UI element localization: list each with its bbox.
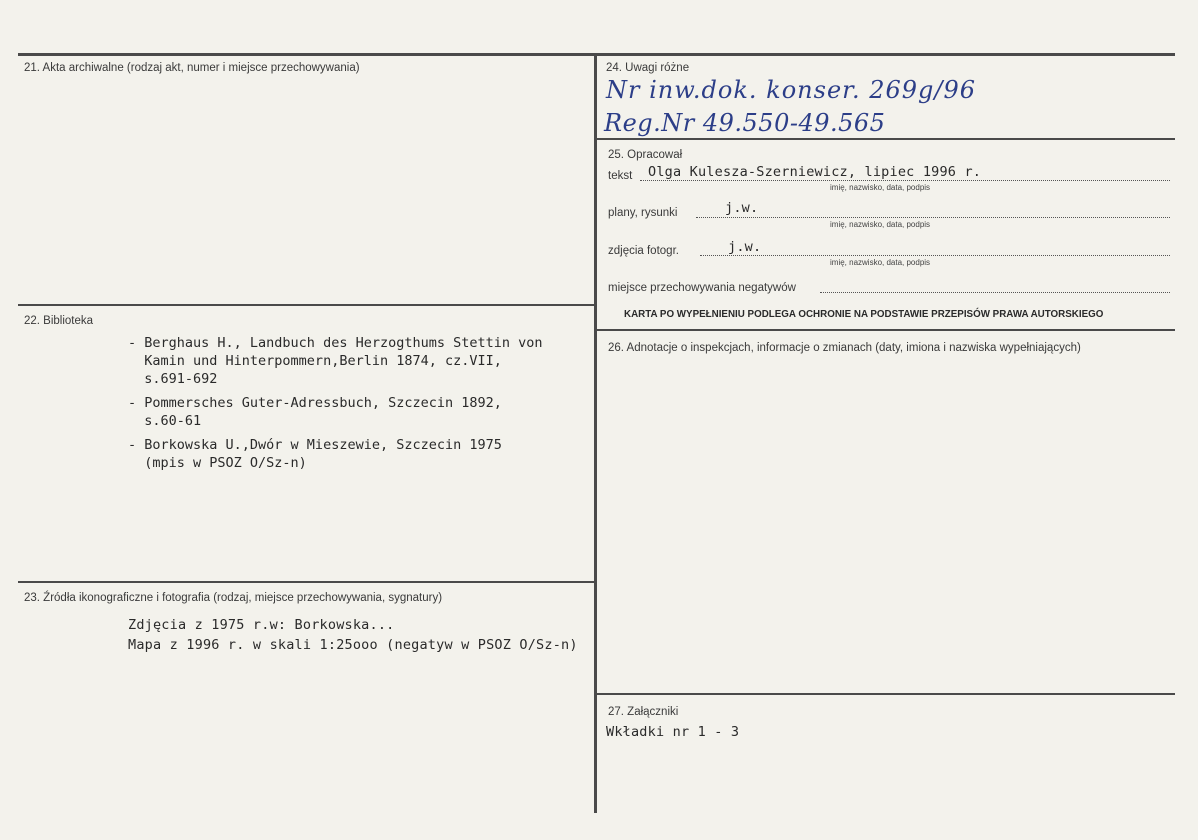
copyright-notice: KARTA PO WYPEŁNIENIU PODLEGA OCHRONIE NA PODSTAWIE PRZEPISÓW PRAWA AUTORSKIEGO: [624, 309, 1104, 320]
section-21-label: 21. Akta archiwalne (rodzaj akt, numer i miejsce przechowywania): [24, 62, 360, 74]
negatywy-label: miejsce przechowywania negatywów: [608, 282, 796, 294]
divider-25-26: [596, 329, 1175, 331]
iconography-line-2: Mapa z 1996 r. w skali 1:25ooo (negatyw w PSOZ O/Sz-n): [128, 637, 578, 653]
iconography-line-1: Zdjęcia z 1975 r.w: Borkowska...: [128, 617, 395, 633]
zdjecia-caption: imię, nazwisko, data, podpis: [830, 258, 931, 267]
section-25-label: 25. Opracował: [608, 149, 683, 161]
section-26-label: 26. Adnotacje o inspekcjach, informacje o zmianach (daty, imiona i nazwiska wypełniających): [608, 342, 1081, 354]
tekst-dotted-line: [640, 180, 1170, 181]
divider-26-27: [596, 693, 1175, 695]
plany-caption: imię, nazwisko, data, podpis: [830, 220, 931, 229]
zdjecia-dotted-line: [700, 255, 1170, 256]
biblio-entry-1: - Berghaus H., Landbuch des Herzogthums Stettin von Kamin und Hinterpommern,Berlin 1874, cz.VII, s.691-692: [128, 335, 543, 387]
biblio-entry-2: - Pommersches Guter-Adressbuch, Szczecin 1892, s.60-61: [128, 395, 502, 429]
handwritten-inventory-number: Nr inw.dok. konser. 269g/96: [606, 76, 977, 104]
section-23-label: 23. Źródła ikonograficzne i fotografia (rodzaj, miejsce przechowywania, sygnatury): [24, 592, 443, 604]
zdjecia-value: j.w.: [728, 239, 762, 255]
tekst-caption: imię, nazwisko, data, podpis: [830, 183, 931, 192]
handwritten-register-number: Reg.Nr 49.550-49.565: [604, 109, 886, 137]
plany-label: plany, rysunki: [608, 207, 678, 219]
tekst-value: Olga Kulesza-Szerniewicz, lipiec 1996 r.: [648, 164, 982, 180]
section-27-label: 27. Załączniki: [608, 706, 679, 718]
middle-divider: [594, 53, 597, 813]
tekst-label: tekst: [608, 170, 633, 182]
biblio-entry-3: - Borkowska U.,Dwór w Mieszewie, Szczecin 1975 (mpis w PSOZ O/Sz-n): [128, 437, 502, 471]
divider-24-25: [596, 138, 1175, 140]
divider-21-22: [18, 304, 596, 306]
negatywy-dotted-line: [820, 292, 1170, 293]
section-22-label: 22. Biblioteka: [24, 315, 94, 327]
plany-value: j.w.: [725, 200, 759, 216]
section-24-label: 24. Uwagi różne: [606, 62, 690, 74]
divider-22-23: [18, 581, 596, 583]
zdjecia-label: zdjęcia fotogr.: [608, 245, 679, 257]
attachments-value: Wkładki nr 1 - 3: [606, 724, 740, 740]
plany-dotted-line: [696, 217, 1170, 218]
